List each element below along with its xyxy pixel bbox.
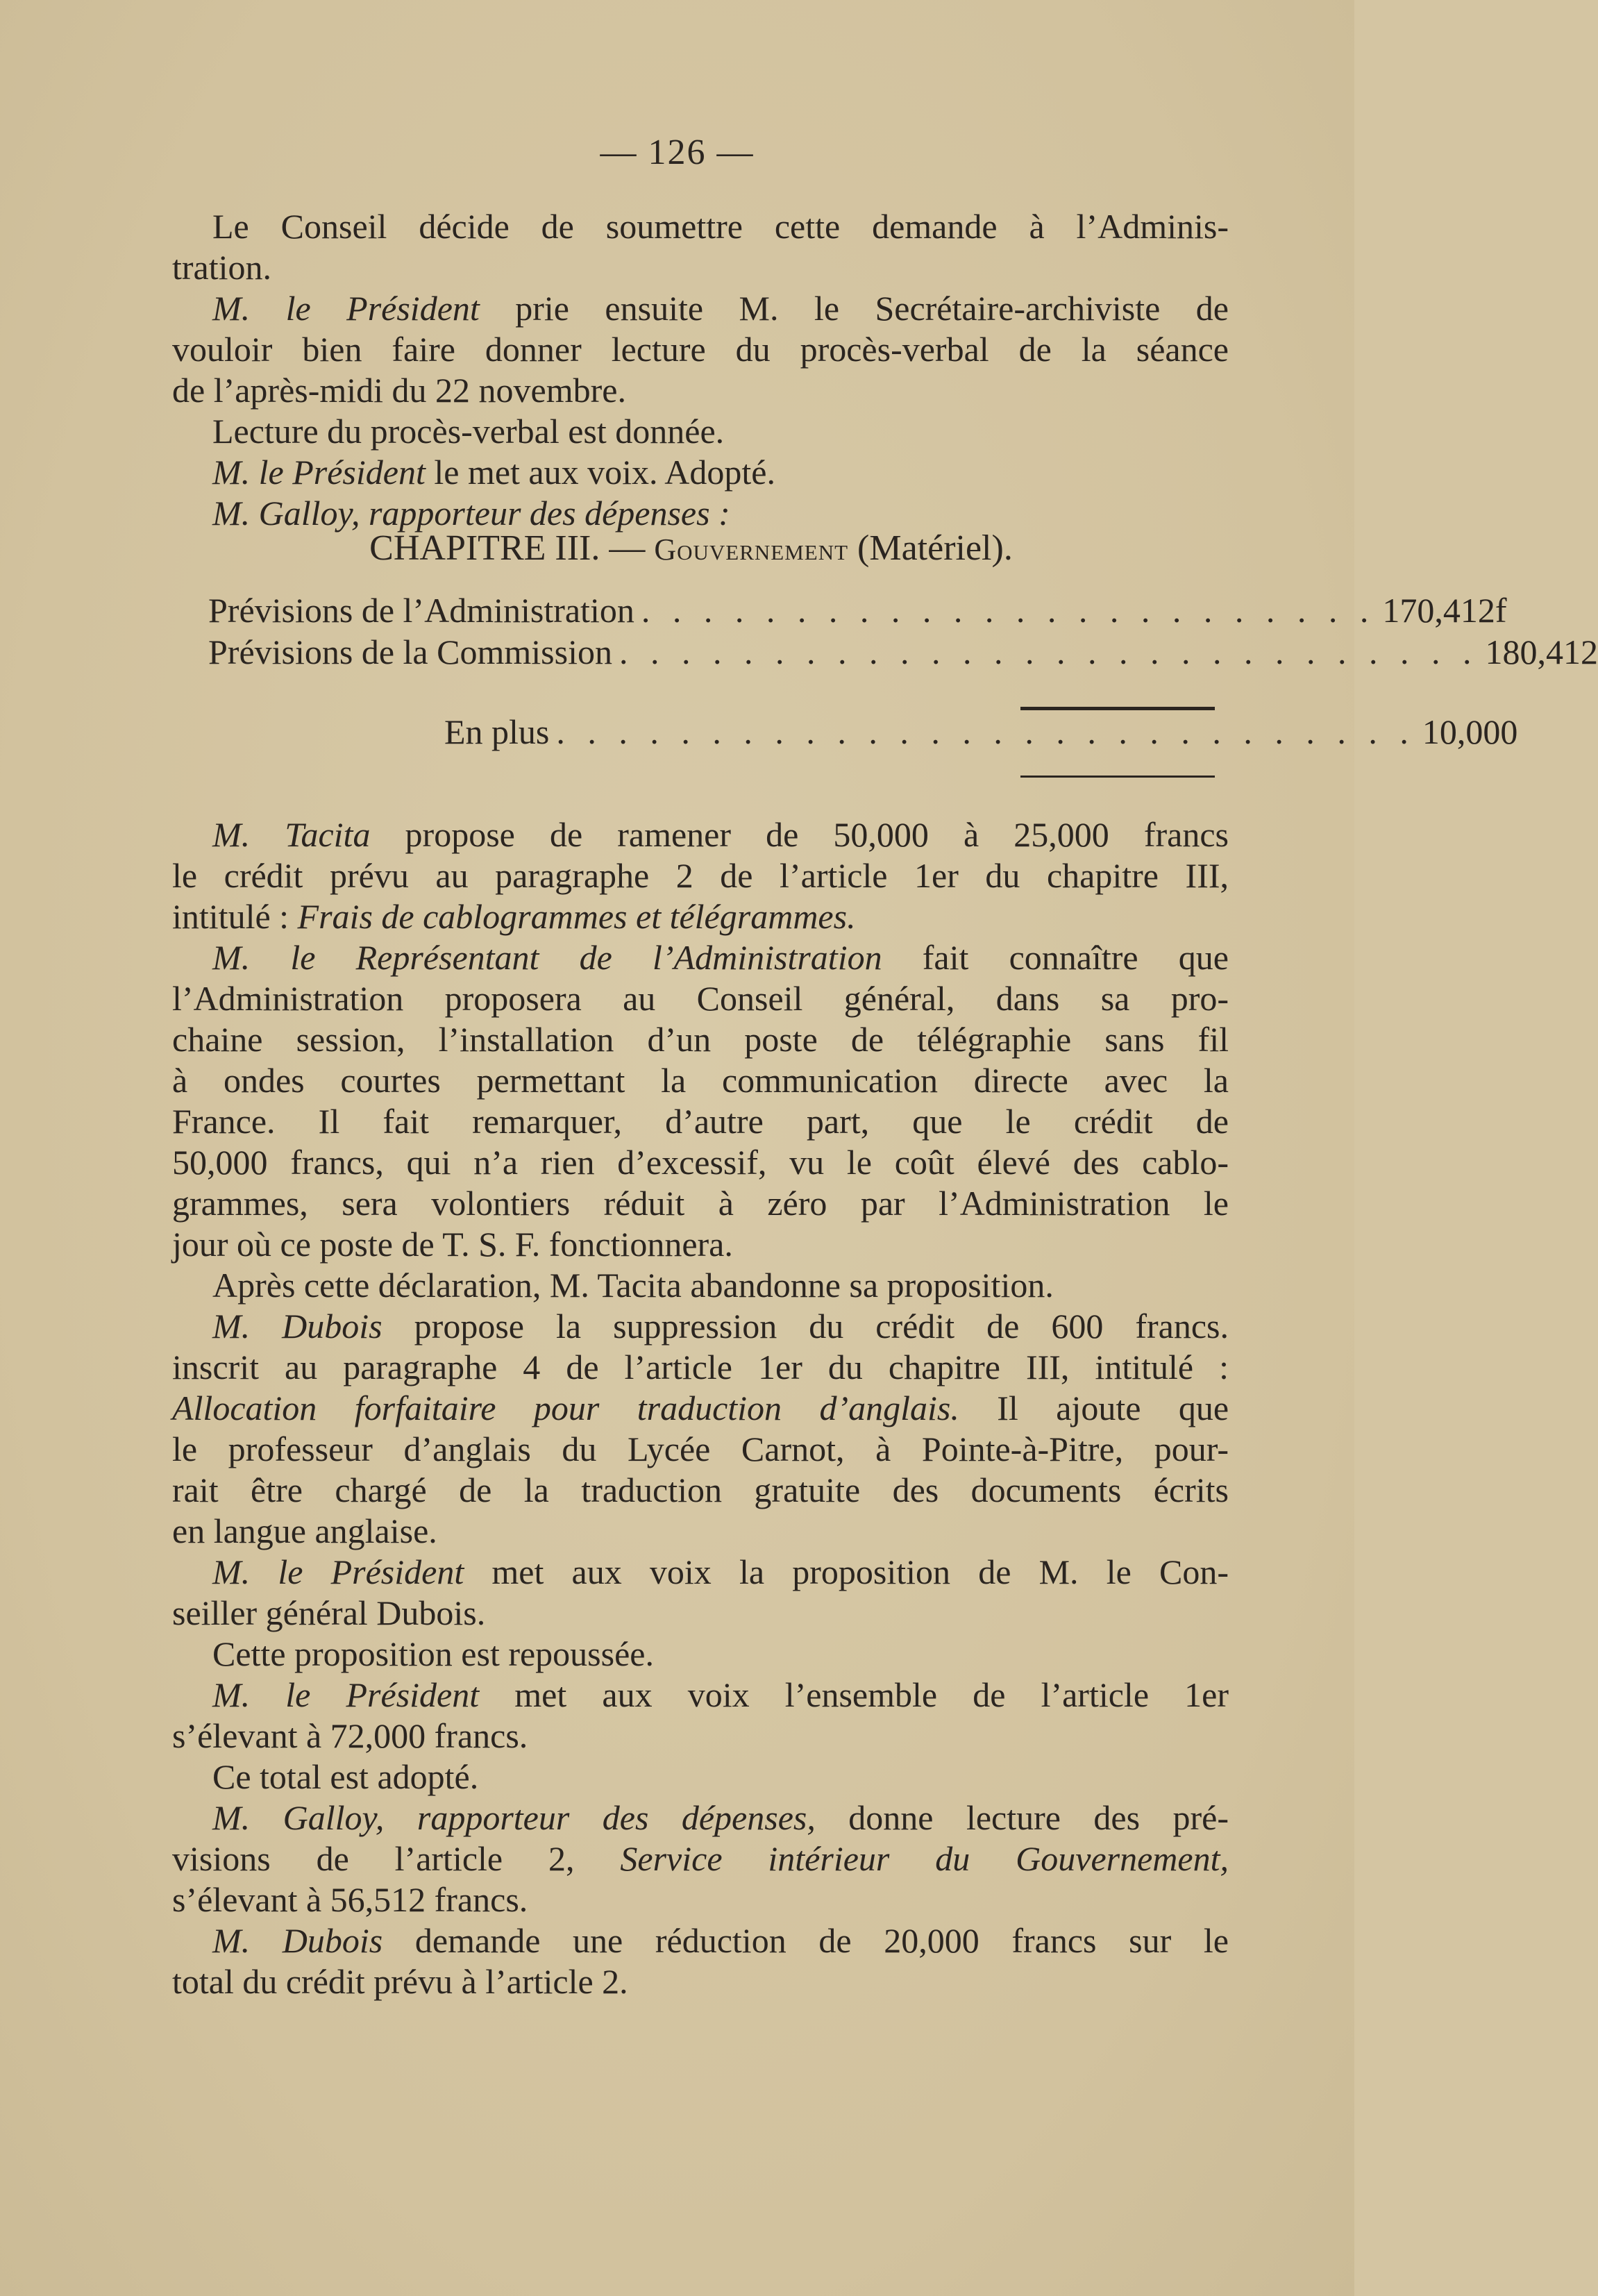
text-segment: à ondes courtes permettant la communication directe avec la — [172, 1061, 1229, 1100]
italic-text: M. le Président — [212, 1552, 464, 1591]
italic-text: Allocation forfaitaire pour traduction d’anglais. — [172, 1389, 959, 1427]
italic-text: M. Dubois — [212, 1921, 383, 1960]
chapter-suffix: (Matériel). — [848, 528, 1013, 568]
italic-text: M. le Président — [212, 1675, 480, 1714]
table-row — [208, 590, 1507, 630]
text-segment: prie ensuite M. le Secrétaire-archiviste de — [479, 289, 1229, 328]
text-line — [172, 1634, 1229, 1675]
text-line — [172, 452, 1229, 493]
text-segment: vouloir bien faire donner lecture du procès-verbal de la séance — [172, 330, 1229, 369]
text-line — [172, 329, 1229, 370]
italic-text: M. le Président — [212, 289, 480, 328]
text-segment: France. Il fait remarquer, d’autre part, que le crédit de — [172, 1102, 1229, 1141]
text-line — [172, 1552, 1229, 1593]
text-line — [172, 1593, 1229, 1634]
text-line — [172, 1879, 1229, 1920]
text-line — [172, 1224, 1229, 1265]
text-segment: met aux voix l’ensemble de l’article 1er — [479, 1675, 1229, 1714]
text-line — [172, 411, 1229, 452]
text-segment: demande une réduction de 20,000 francs sur le — [382, 1921, 1229, 1960]
text-line — [172, 1101, 1229, 1142]
text-segment: intitulé : — [172, 897, 298, 936]
text-segment: Cette proposition est repoussée. — [212, 1634, 654, 1673]
text-line — [172, 1961, 1229, 2002]
chapter-prefix: CHAPITRE III. — — [369, 528, 655, 568]
text-segment: Après cette déclaration, M. Tacita abandonne sa proposition. — [212, 1266, 1054, 1305]
italic-text: M. Galloy, rapporteur des dépenses : — [212, 494, 730, 533]
chapter-title: Gouvernement — [654, 533, 849, 567]
text-segment: donne lecture des pré- — [815, 1798, 1229, 1837]
leader-dots: . . . . . . . . . . . . . . . . . . . . . . . . . . . . — [556, 712, 1415, 751]
text-line — [172, 288, 1229, 329]
italic-text: Frais de cablogrammes et télégrammes. — [297, 897, 856, 936]
text-line — [172, 855, 1229, 896]
text-segment: s’élevant à 56,512 francs. — [172, 1880, 528, 1919]
text-line — [172, 937, 1229, 978]
text-segment: le crédit prévu au paragraphe 2 de l’article 1er du chapitre III, — [172, 856, 1229, 895]
italic-text: M. le Président — [212, 453, 426, 492]
text-segment: l’Administration proposera au Conseil général, dans sa pro- — [172, 979, 1229, 1018]
text-segment: propose la suppression du crédit de 600 francs. — [382, 1307, 1229, 1346]
text-segment: le met aux voix. Adopté. — [425, 453, 775, 492]
text-segment: rait être chargé de la traduction gratuite des documents écrits — [172, 1470, 1229, 1509]
text-line — [172, 896, 1229, 937]
text-line — [172, 1019, 1229, 1060]
text-segment: inscrit au paragraphe 4 de l’article 1er du chapitre III, intitulé : — [172, 1348, 1229, 1386]
text-line — [172, 1142, 1229, 1183]
text-segment: visions de l’article 2, — [172, 1839, 621, 1878]
text-line — [172, 1920, 1229, 1961]
text-segment: propose de ramener de 50,000 à 25,000 francs — [370, 815, 1229, 854]
text-segment: Ce total est adopté. — [212, 1757, 479, 1796]
text-line — [172, 1511, 1229, 1552]
text-segment: seiller général Dubois. — [172, 1593, 486, 1632]
text-line — [172, 1798, 1229, 1838]
text-segment: Il ajoute que — [959, 1389, 1229, 1427]
row-label: Prévisions de la Commission — [208, 632, 612, 671]
text-segment: tration. — [172, 248, 272, 287]
text-segment: jour où ce poste de T. S. F. fonctionnera. — [172, 1225, 733, 1264]
italic-text: Service intérieur du Gouvernement, — [620, 1839, 1229, 1878]
row-value: 180,412 — [1485, 632, 1598, 671]
text-segment: total du crédit prévu à l’article 2. — [172, 1962, 628, 2001]
text-block-top — [172, 206, 1229, 534]
leader-dots: . . . . . . . . . . . . . . . . . . . . . . . . . . . . — [619, 632, 1479, 671]
text-line — [172, 978, 1229, 1019]
text-line — [172, 814, 1229, 855]
text-segment: Le Conseil décide de soumettre cette demande à l’Adminis- — [212, 207, 1229, 246]
sum-rule — [1020, 707, 1215, 710]
page-number: — 126 — — [600, 133, 755, 172]
text-line — [172, 1675, 1229, 1716]
text-segment: Lecture du procès-verbal est donnée. — [212, 412, 725, 451]
text-line — [172, 206, 1229, 247]
italic-text: M. Galloy, rapporteur des dépenses, — [212, 1798, 816, 1837]
row-label: Prévisions de l’Administration — [208, 591, 634, 630]
text-segment: chaine session, l’installation d’un poste de télégraphie sans fil — [172, 1020, 1229, 1059]
text-segment: grammes, sera volontiers réduit à zéro par l’Administration le — [172, 1184, 1229, 1223]
text-line — [172, 247, 1229, 288]
text-block-bottom — [172, 814, 1229, 2002]
italic-text: M. Tacita — [212, 815, 371, 854]
row-value: 170,412f — [1382, 591, 1507, 630]
italic-text: M. Dubois — [212, 1307, 382, 1346]
total-rule — [1020, 776, 1215, 778]
text-segment: fait connaître que — [882, 938, 1229, 977]
text-line — [172, 1838, 1229, 1879]
text-segment: de l’après-midi du 22 novembre. — [172, 371, 626, 410]
leader-dots: . . . . . . . . . . . . . . . . . . . . . . . . — [641, 591, 1376, 630]
text-segment: met aux voix la proposition de M. le Con- — [464, 1552, 1229, 1591]
text-line — [172, 1347, 1229, 1388]
table-row — [208, 632, 1598, 672]
text-line — [172, 1265, 1229, 1306]
chapter-heading — [0, 528, 1354, 569]
text-line — [172, 1429, 1229, 1470]
italic-text: M. le Représentant de l’Administration — [212, 938, 882, 977]
text-line — [172, 1183, 1229, 1224]
text-line — [172, 1388, 1229, 1429]
text-line — [172, 1757, 1229, 1798]
text-line — [172, 1470, 1229, 1511]
text-segment: s’élevant à 72,000 francs. — [172, 1716, 528, 1755]
text-line — [172, 1060, 1229, 1101]
text-segment: 50,000 francs, qui n’a rien d’excessif, vu le coût élevé des cablo- — [172, 1143, 1229, 1182]
row-value: 10,000 — [1422, 712, 1518, 751]
text-line — [172, 1306, 1229, 1347]
text-segment: le professeur d’anglais du Lycée Carnot, à Pointe-à-Pitre, pour- — [172, 1430, 1229, 1468]
row-label: En plus — [444, 712, 550, 751]
text-line — [172, 1716, 1229, 1757]
table-row-total — [444, 712, 1518, 752]
text-line — [172, 370, 1229, 411]
text-segment: en langue anglaise. — [172, 1511, 437, 1550]
